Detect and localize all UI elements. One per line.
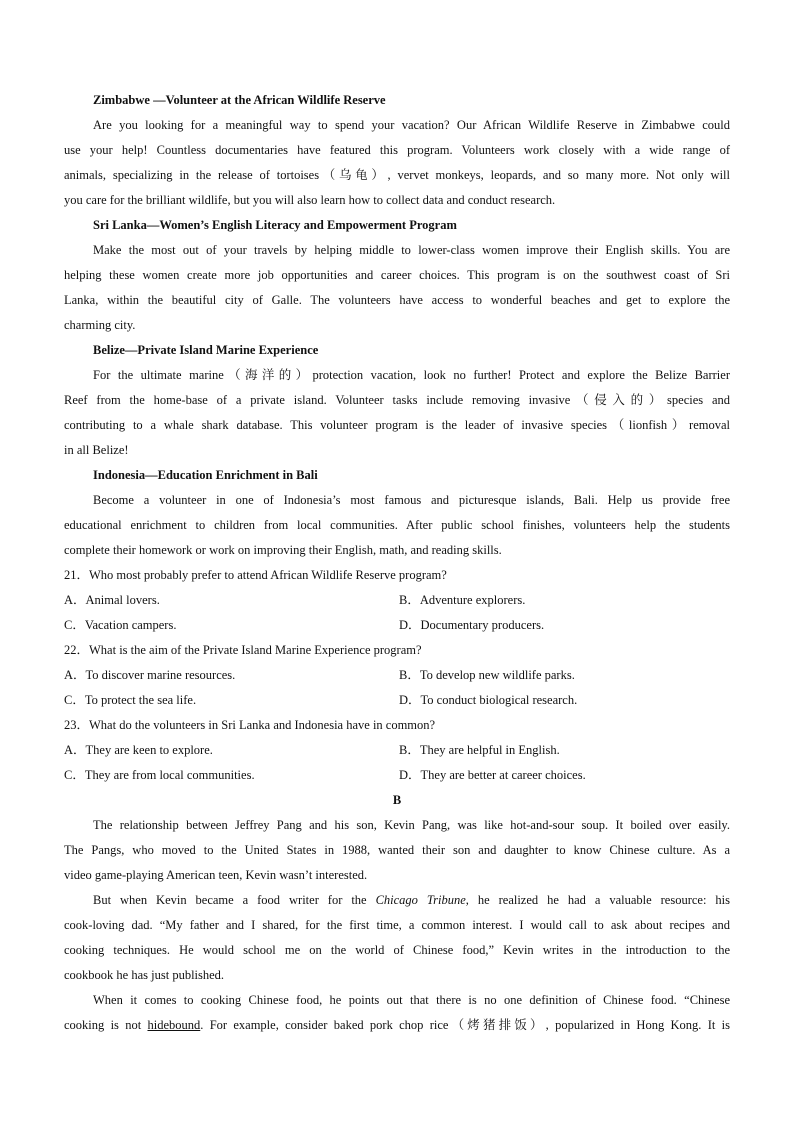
paragraph-line: cooking techniques. He would school me on the world of Chinese food,” Kevin writes in the introduction to the [64,943,730,957]
text-run: cooking is not [64,1018,148,1032]
text-run: , he realized he had a valuable resource: his [465,893,730,907]
paragraph-line [64,1013,730,1038]
paragraph-line: charming city. [64,318,136,332]
paragraph-line: cook-loving dad. “My father and I shared, for the first time, a common interest. I would call to ask about recipes and [64,918,730,932]
text-run: . For example, consider baked pork chop rice（烤猪排饭）, popularized in Hong Kong. It is [200,1018,730,1032]
option-21-c[interactable]: C．Vacation campers. [64,618,177,632]
paragraph-line: Make the most out of your travels by helping middle to lower-class women improve their English skills. You are [93,243,730,257]
paragraph-line: helping these women create more job opportunities and career choices. This program is on the southwest coast of Sri [64,268,730,282]
paragraph-line: Become a volunteer in one of Indonesia’s most famous and picturesque islands, Bali. Help us provide free [93,493,730,507]
paragraph-line: Lanka, within the beautiful city of Galle. The volunteers have access to wonderful beaches and get to explore the [64,293,730,307]
newspaper-title: Chicago Tribune [375,893,466,907]
question-22-stem: 22．What is the aim of the Private Island Marine Experience program? [64,643,422,657]
paragraph-line: you care for the brilliant wildlife, but you will also learn how to collect data and conduct research. [64,193,556,207]
question-21-options-row-2 [64,613,730,638]
section-heading-zimbabwe: Zimbabwe —Volunteer at the African Wildlife Reserve [93,93,386,107]
paragraph-line: complete their homework or work on improving their English, math, and reading skills. [64,543,502,557]
paragraph-line: contributing to a whale shark database. This volunteer program is the leader of invasive species（lionfish）removal [64,418,730,432]
option-23-a[interactable]: A．They are keen to explore. [64,743,213,757]
passage-b-letter: B [392,793,402,807]
section-heading-belize: Belize—Private Island Marine Experience [93,343,319,357]
option-23-c[interactable]: C．They are from local communities. [64,768,255,782]
underlined-word: hidebound [147,1018,201,1032]
option-21-b[interactable]: B．Adventure explorers. [399,593,526,607]
option-22-b[interactable]: B．To develop new wildlife parks. [399,668,575,682]
section-heading-sri-lanka: Sri Lanka—Women’s English Literacy and Empowerment Program [93,218,457,232]
paragraph-line: use your help! Countless documentaries have featured this program. Volunteers work closely with a wide range of [64,143,730,157]
paragraph-line [64,888,730,913]
option-21-a[interactable]: A．Animal lovers. [64,593,160,607]
paragraph-line: video game-playing American teen, Kevin wasn’t interested. [64,868,368,882]
paragraph-line: When it comes to cooking Chinese food, he points out that there is no one definition of Chinese food. “Chinese [93,993,730,1007]
paragraph-line: educational enrichment to children from local communities. After public school finishes, volunteers help the students [64,518,730,532]
paragraph-line: The relationship between Jeffrey Pang and his son, Kevin Pang, was like hot-and-sour soup. It boiled over easily. [93,818,730,832]
question-21-stem: 21．Who most probably prefer to attend African Wildlife Reserve program? [64,568,447,582]
question-23-stem: 23．What do the volunteers in Sri Lanka and Indonesia have in common? [64,718,436,732]
option-23-d[interactable]: D．They are better at career choices. [399,768,586,782]
document-page [64,88,730,1038]
paragraph-line: cookbook he has just published. [64,968,225,982]
paragraph-line: The Pangs, who moved to the United States in 1988, wanted their son and daughter to know Chinese culture. As a [64,843,730,857]
option-22-c[interactable]: C．To protect the sea life. [64,693,197,707]
option-21-d[interactable]: D．Documentary producers. [399,618,545,632]
question-22-options-row-1 [64,663,730,688]
paragraph-line: in all Belize! [64,443,129,457]
question-23-options-row-1 [64,738,730,763]
option-22-d[interactable]: D．To conduct biological research. [399,693,578,707]
text-run: But when Kevin became a food writer for the [93,893,376,907]
paragraph-line: For the ultimate marine（海洋的）protection vacation, look no further! Protect and explore the Belize Barrier [93,368,730,382]
question-22-options-row-2 [64,688,730,713]
question-23-options-row-2 [64,763,730,788]
section-heading-indonesia: Indonesia—Education Enrichment in Bali [93,468,318,482]
paragraph-line: Are you looking for a meaningful way to spend your vacation? Our African Wildlife Reserve in Zimbabwe could [93,118,730,132]
question-21-options-row-1 [64,588,730,613]
option-23-b[interactable]: B．They are helpful in English. [399,743,560,757]
paragraph-line: Reef from the home-base of a private island. Volunteer tasks include removing invasive（侵入的）species and [64,393,730,407]
paragraph-line: animals, specializing in the release of tortoises（乌龟）, vervet monkeys, leopards, and so many more. Not only will [64,168,730,182]
option-22-a[interactable]: A．To discover marine resources. [64,668,236,682]
